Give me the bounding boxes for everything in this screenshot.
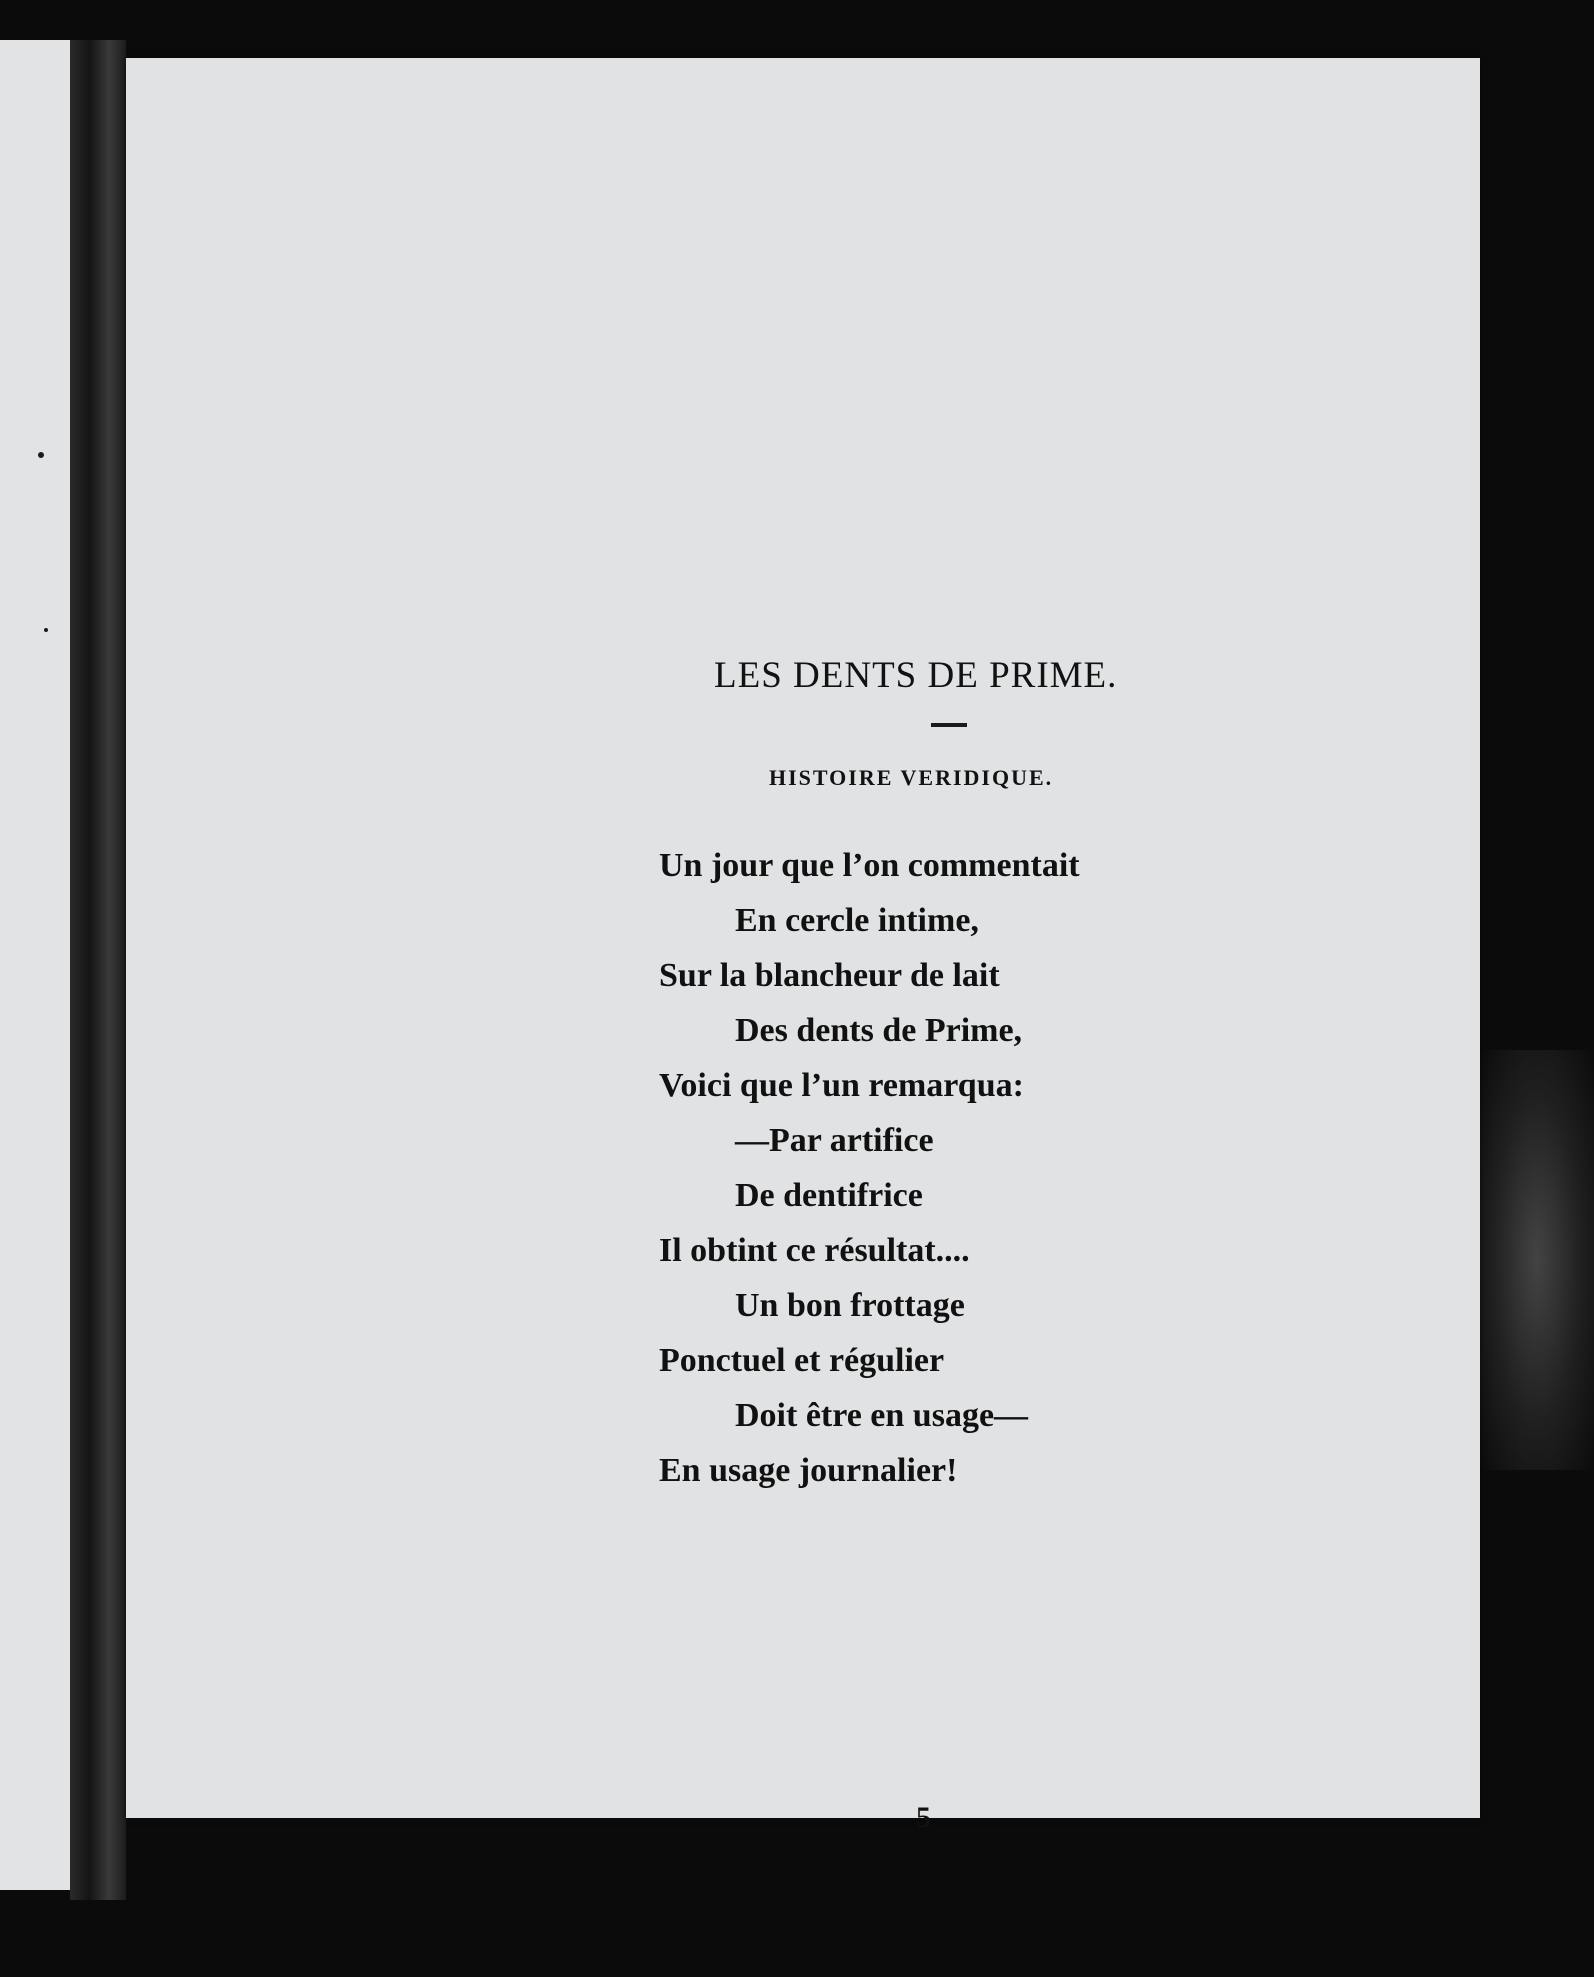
poem-body xyxy=(659,838,1080,1498)
background-shadow xyxy=(1480,1050,1594,1470)
dust-speck xyxy=(44,628,48,632)
dust-speck xyxy=(38,452,44,458)
poem-line: Un jour que l’on commentait xyxy=(659,847,1080,884)
title-dash-rule xyxy=(931,723,967,727)
poem-line: Des dents de Prime, xyxy=(735,1012,1023,1049)
poem-line: De dentifrice xyxy=(735,1177,923,1214)
poem-line: En usage journalier! xyxy=(659,1452,958,1489)
book-page xyxy=(126,58,1480,1834)
poem-line: Ponctuel et régulier xyxy=(659,1342,945,1379)
page-number: 5 xyxy=(916,1801,931,1834)
previous-page-edge xyxy=(0,40,70,1890)
poem-line: Doit être en usage— xyxy=(735,1397,1029,1434)
poem-line: Il obtint ce résultat.... xyxy=(659,1232,970,1269)
poem-line: Un bon frottage xyxy=(735,1287,965,1324)
poem-line: En cercle intime, xyxy=(735,902,979,939)
book-spine xyxy=(70,40,126,1900)
poem-title: LES DENTS DE PRIME. xyxy=(714,655,1118,696)
poem-line: Sur la blancheur de lait xyxy=(659,957,1000,994)
poem-line: —Par artifice xyxy=(735,1122,934,1159)
poem-line: Voici que l’un remarqua: xyxy=(659,1067,1024,1104)
poem-subtitle: HISTOIRE VERIDIQUE. xyxy=(769,765,1054,790)
